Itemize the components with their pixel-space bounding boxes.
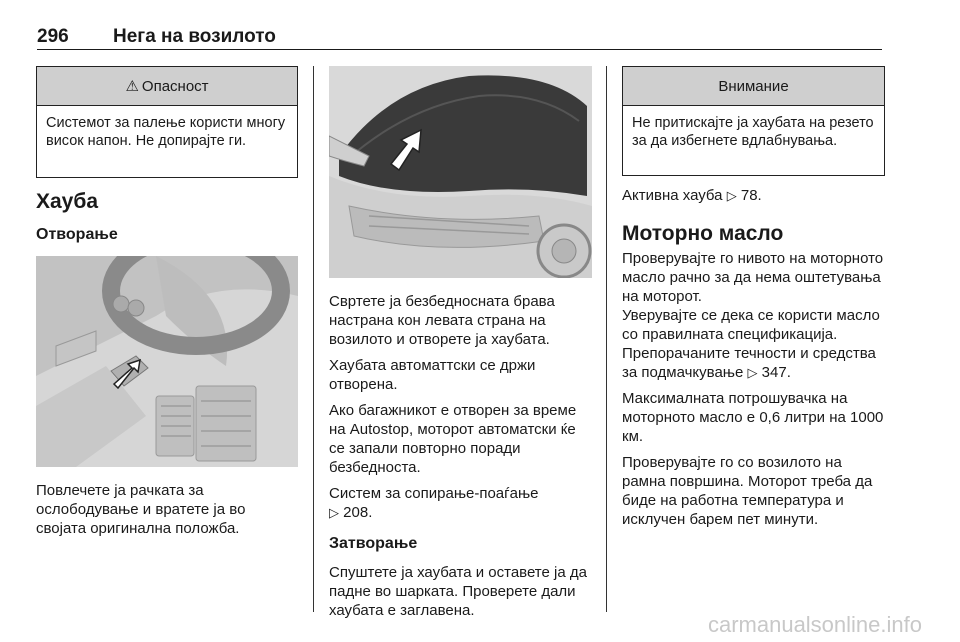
- stop-start-text: Систем за сопирање-поаѓање: [329, 485, 539, 502]
- page-header: [37, 26, 276, 48]
- section-heading-hood: Хауба: [36, 190, 99, 213]
- watermark: carmanualsonline.info: [707, 612, 922, 637]
- left-column: [36, 66, 298, 538]
- column-divider-2: [606, 66, 607, 612]
- oil-spec-text: Уверувајте се дека се користи масло со правилната спецификација. Препорачаните течности и средства за подмачкување: [622, 307, 880, 381]
- subheading-opening: Отворање: [36, 226, 118, 243]
- page-title: Нега на возилото: [113, 26, 276, 47]
- para-turn-safety-catch: Свртете ја безбедносната брава настрана кон левата страна на возилото и отворете ја хаубата.: [329, 293, 555, 348]
- warning-triangle-icon: ⚠: [125, 78, 139, 95]
- figure-hood-latch: [329, 66, 592, 278]
- para-hood-held-open: Хаубата автоматтски се држи отворена.: [329, 357, 536, 393]
- right-column: [622, 66, 885, 529]
- figure-release-lever: [36, 256, 298, 467]
- para-max-oil-consumption: Максималната потрошувачка на моторното масло е 0,6 литри на 1000 км.: [622, 390, 884, 445]
- section-heading-engine-oil: Моторно масло: [622, 222, 784, 245]
- para-check-oil-level: Проверувајте го нивото на моторното масло рачно за да нема оштетувања на моторот.: [622, 250, 884, 305]
- notice-box-text: Не притискајте ја хаубата на резето за да избегнете вдлабнувања.: [632, 115, 874, 149]
- notice-box-title: Внимание: [718, 77, 789, 95]
- arrow-triangle-icon: ▷: [747, 365, 758, 380]
- notice-box: [622, 66, 885, 176]
- danger-box: [36, 66, 298, 178]
- release-lever-illustration: [36, 256, 298, 467]
- caption-release-lever: Повлечете ја рачката за ослободување и вратете ја во својата оригинална положба.: [36, 482, 246, 537]
- notice-box-header: [623, 67, 884, 106]
- active-hood-ref: [622, 186, 885, 205]
- arrow-triangle-icon: ▷: [726, 188, 737, 203]
- arrow-triangle-icon: ▷: [329, 505, 339, 520]
- hood-latch-illustration: [329, 66, 592, 278]
- oil-spec-ref-page: 347.: [761, 364, 791, 381]
- column-divider-1: [313, 66, 314, 612]
- para-stop-start-ref: [329, 484, 592, 522]
- danger-box-text: Системот за палење користи многу висок напон. Не допирајте ги.: [46, 115, 286, 149]
- header-rule: [37, 49, 882, 50]
- stop-start-ref-page: 208.: [343, 504, 373, 521]
- active-hood-text: Активна хауба: [622, 187, 723, 204]
- para-check-level-surface: Проверувајте го со возилото на рамна површина. Моторот треба да биде на работна температура и исклучен барем пет минути.: [622, 454, 873, 528]
- para-oil-specification: [622, 306, 885, 382]
- middle-column: [329, 66, 592, 620]
- para-autostop: Ако багажникот е отворен за време на Autostop, моторот автоматски ќе се запали повторно поради безбедноста.: [329, 402, 577, 476]
- danger-box-title: Опасност: [141, 77, 209, 95]
- subheading-closing: Затворање: [329, 535, 418, 552]
- page-number: 296: [37, 26, 69, 47]
- para-close-hood: Спуштете ја хаубата и оставете ја да падне во шарката. Проверете дали хаубата е заглавена.: [329, 564, 587, 619]
- active-hood-ref-page: 78.: [740, 187, 762, 204]
- danger-box-header: [37, 67, 297, 106]
